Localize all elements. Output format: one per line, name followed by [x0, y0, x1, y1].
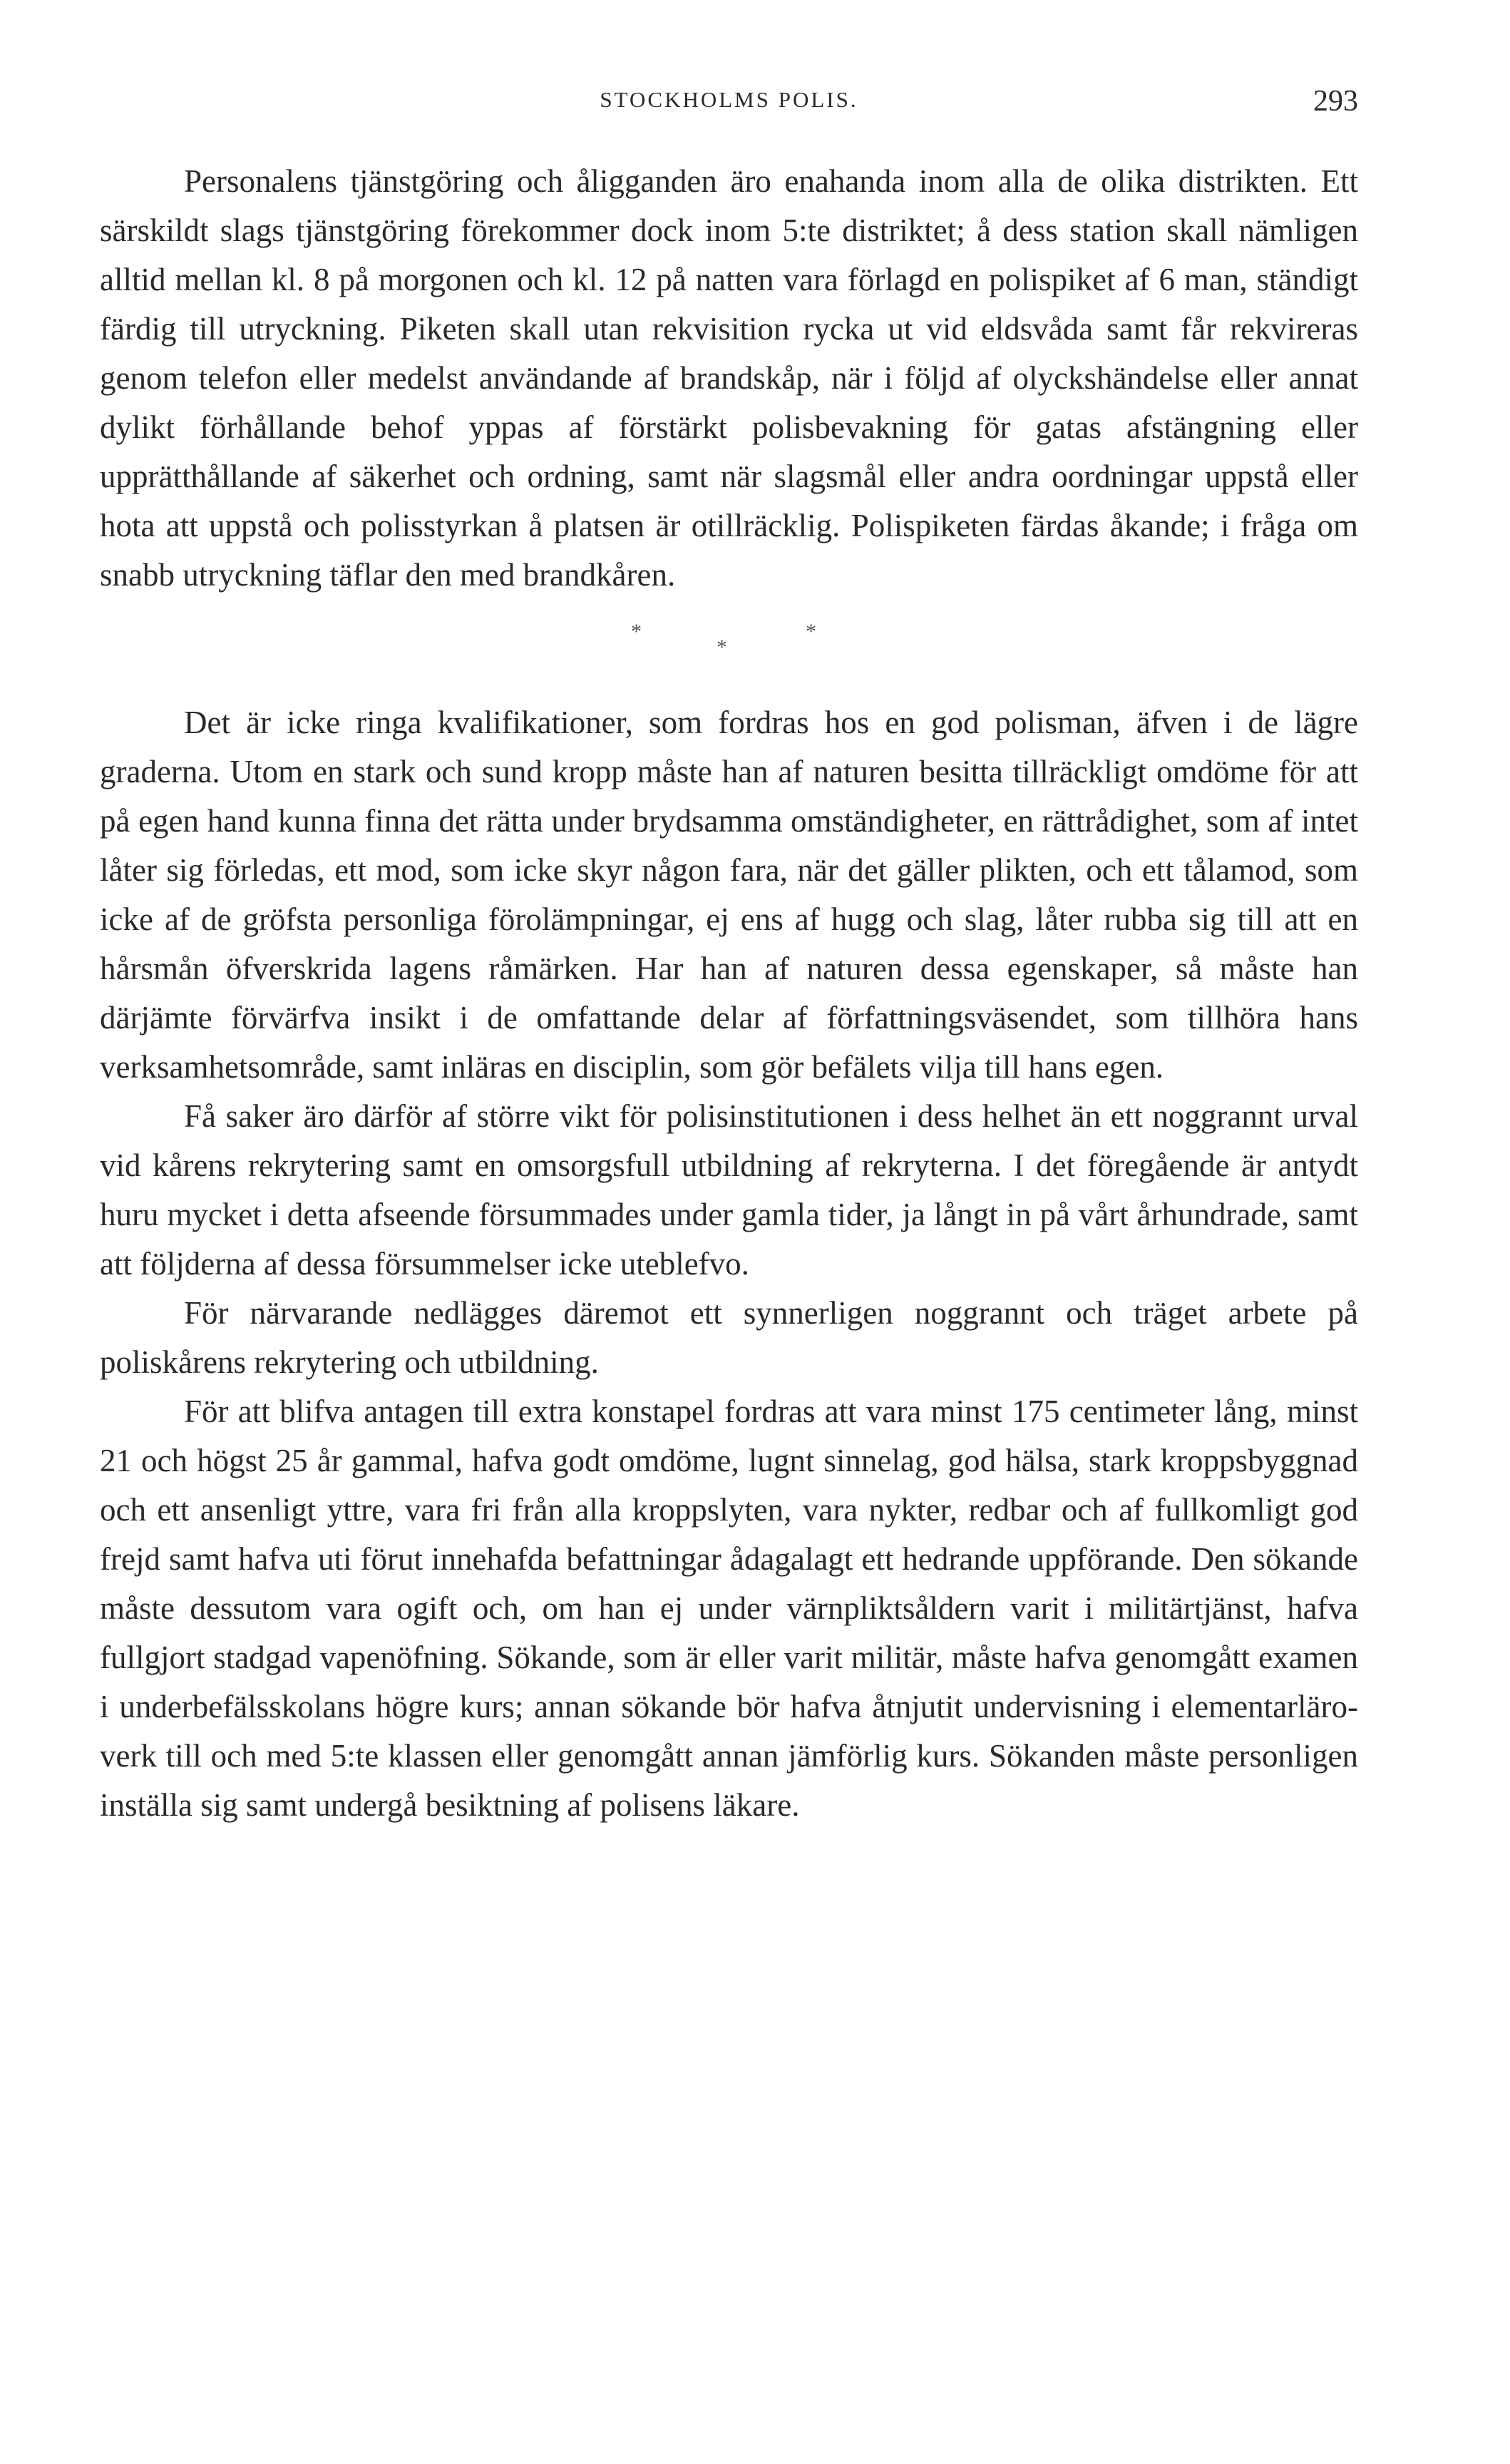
- running-head: [100, 84, 1358, 127]
- section-break-asterisk: *: [631, 620, 642, 643]
- running-head-title: STOCKHOLMS POLIS.: [600, 87, 858, 112]
- body-text: [100, 157, 1358, 1830]
- section-break-asterisk: *: [806, 620, 816, 643]
- paragraph-piket-duty: Personalens tjänstgöring och åligganden äro enahanda inom alla de olika distrikten. Ett särskildt slags tjänstgöring förekommer dock inom 5:te distriktet; å dess station skall nämligen alltid mellan kl. 8 på morgonen och kl. 12 på natten vara förlagd en polispiket af 6 man, ständigt färdig till utryckning. Piketen skall utan rekvisition rycka ut vid eldsvåda samt får rekvireras genom telefon eller medelst användande af brandskåp, när i följd af olyckshändelse eller annat dylikt förhållande behof yppas af förstärkt polisbevakning för gatas afstängning eller upprätthållande af säkerhet och ordning, samt när slagsmål eller andra oordningar uppstå eller hota att uppstå och polisstyrkan å platsen är otillräcklig. Polispiketen färdas åkande; i fråga om snabb utryckning täflar den med brandkåren.: [100, 163, 1358, 593]
- paragraph-requirements: För att blifva antagen till extra konstapel fordras att vara minst 175 centimeter lång, minst 21 och högst 25 år gammal, hafva godt omdöme, lugnt sinnelag, god hälsa, stark kroppsbyggnad och ett ansenligt yttre, vara fri från alla kroppslyten, vara nykter, redbar och af fullkomligt god frejd samt hafva uti förut innehafda befattningar ådagalagt ett hedrande uppförande. Den sökande måste dessutom vara ogift och, om han ej under värnpliktsåldern varit i militärtjänst, hafva fullgjort stadgad vapenöfning. Sökande, som är eller varit militär, måste hafva genomgått examen i underbefälsskolans högre kurs; annan sökande bör hafva åtnjutit undervisning i elementarläroverk till och med 5:te klassen eller genomgått annan jämförlig kurs. Sökanden måste personligen inställa sig samt undergå besiktning af polisens läkare.: [100, 1394, 1358, 1823]
- section-break: [100, 600, 1358, 698]
- paragraph-present-work: För närvarande nedlägges däremot ett synnerligen noggrannt och träget arbete på poliskårens rekrytering och utbildning.: [100, 1295, 1358, 1380]
- book-page: [100, 84, 1358, 1830]
- paragraph-recruitment: Få saker äro därför af större vikt för polisinstitutionen i dess helhet än ett noggrannt urval vid kårens rekrytering samt en omsorgsfull utbildning af rekryterna. I det föregående är antydt huru mycket i detta afseende försummades under gamla tider, ja långt in på vårt århundrade, samt att följderna af dessa försummelser icke uteblefvo.: [100, 1098, 1358, 1282]
- section-break-asterisk: *: [717, 635, 727, 659]
- page-number: 293: [1313, 85, 1358, 118]
- paragraph-qualifications: Det är icke ringa kvalifikationer, som fordras hos en god polisman, äfven i de lägre graderna. Utom en stark och sund kropp måste han af naturen besitta tillräckligt omdöme för att på egen hand kunna finna det rätta under brydsamma omständigheter, en rättrådighet, som af intet låter sig förledas, ett mod, som icke skyr någon fara, när det gäller plikten, och ett tålamod, som icke af de gröfsta personliga förolämpningar, ej ens af hugg och slag, låter rubba sig till att en hårsmån öfverskrida lagens råmärken. Har han af naturen dessa egenskaper, så måste han därjämte förvärfva insikt i de omfattande delar af författningsväsendet, som tillhöra hans verksamhetsområde, samt inläras en disciplin, som gör befälets vilja till hans egen.: [100, 705, 1358, 1085]
